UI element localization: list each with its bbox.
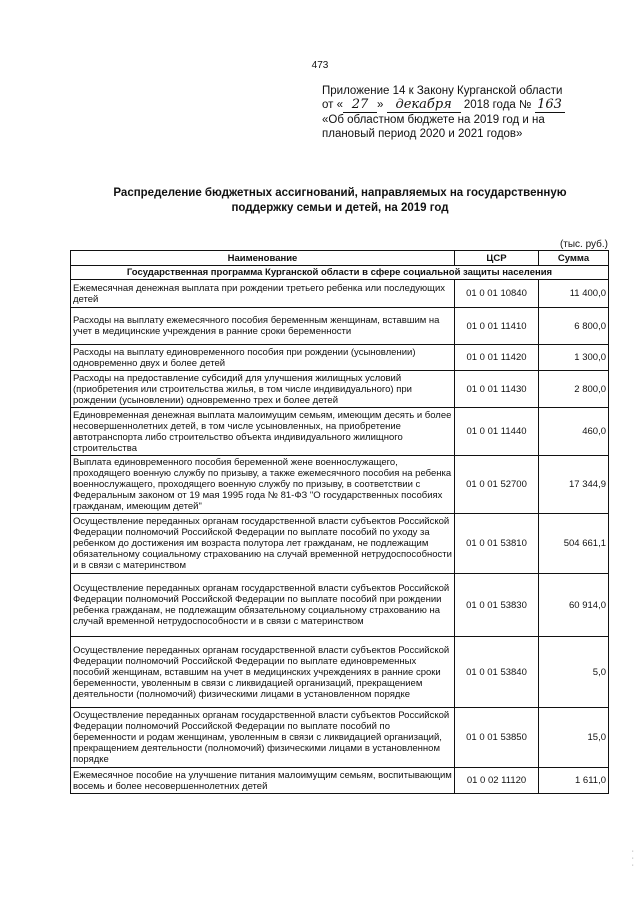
cell-code: 01 0 02 11120	[455, 768, 539, 794]
cell-name: Осуществление переданных органам государственной власти субъектов Российской Федерации полномочий Российской Федерации по выплате пособий по беременности и родам женщинам, уволенным в связи с ликвидацией организаций, прекращением деятельности (полномочий) физическими лицами в установленном порядке	[71, 708, 455, 768]
cell-sum: 1 300,0	[539, 345, 609, 371]
appendix-day: 27	[343, 98, 377, 113]
page-number: 473	[311, 60, 329, 71]
cell-name: Ежемесячная денежная выплата при рождении третьего ребенка или последующих детей	[71, 280, 455, 308]
cell-sum: 15,0	[539, 708, 609, 768]
cell-name: Единовременная денежная выплата малоимущим семьям, имеющим десять и более несовершеннолетних детей, в том числе усыновленных, на приобретение автотранспорта либо строительство объекта индивидуального жилищного строительства	[71, 408, 455, 456]
title-line-2: поддержку семьи и детей, на 2019 год	[231, 202, 449, 214]
margin-mark: · · ·	[631, 848, 634, 869]
cell-code: 01 0 01 53840	[455, 637, 539, 708]
header-sum: Сумма	[539, 251, 609, 266]
appendix-line-1: Приложение 14 к Закону Курганской области	[322, 85, 563, 97]
program-name: Государственная программа Курганской области в сфере социальной защиты населения	[71, 266, 609, 280]
table-row	[71, 308, 609, 345]
cell-code: 01 0 01 10840	[455, 280, 539, 308]
appendix-year: 2018 года №	[463, 99, 532, 111]
cell-sum: 504 661,1	[539, 514, 609, 574]
cell-sum: 17 344,9	[539, 456, 609, 514]
units-label: (тыс. руб.)	[559, 239, 608, 250]
cell-code: 01 0 01 11440	[455, 408, 539, 456]
table-row	[71, 514, 609, 574]
table-row	[71, 371, 609, 408]
table-row	[71, 574, 609, 637]
table-row	[71, 345, 609, 371]
cell-code: 01 0 01 53810	[455, 514, 539, 574]
cell-name: Расходы на выплату единовременного пособия при рождении (усыновлении) одновременно двух и более детей	[71, 345, 455, 371]
cell-code: 01 0 01 53830	[455, 574, 539, 637]
appendix-header	[322, 84, 622, 141]
appendix-month: декабря	[387, 98, 461, 113]
cell-code: 01 0 01 53850	[455, 708, 539, 768]
cell-code: 01 0 01 11410	[455, 308, 539, 345]
cell-sum: 11 400,0	[539, 280, 609, 308]
cell-sum: 2 800,0	[539, 371, 609, 408]
appendix-line-3: «Об областном бюджете на 2019 год и на	[322, 114, 545, 126]
appendix-line-2	[322, 98, 622, 113]
program-row	[71, 266, 609, 280]
appendix-line-4: плановый период 2020 и 2021 годов»	[322, 128, 523, 140]
cell-sum: 460,0	[539, 408, 609, 456]
table-row	[71, 456, 609, 514]
cell-name: Расходы на выплату ежемесячного пособия беременным женщинам, вставшим на учет в медицинские учреждения в ранние сроки беременности	[71, 308, 455, 345]
cell-sum: 5,0	[539, 637, 609, 708]
table-row	[71, 637, 609, 708]
table-row	[71, 708, 609, 768]
cell-name: Расходы на предоставление субсидий для улучшения жилищных условий (приобретения или строительства жилья, в том числе индивидуального) при рождении (усыновлении) одновременно трех и более детей	[71, 371, 455, 408]
cell-sum: 6 800,0	[539, 308, 609, 345]
cell-name: Выплата единовременного пособия беременной жене военнослужащего, проходящего военную службу по призыву, а также ежемесячного пособия на ребенка военнослужащего, проходящего военную службу по призыву, в соответствии с Федеральным законом от 19 мая 1995 года № 81-ФЗ "О государственных пособиях гражданам, имеющим детей"	[71, 456, 455, 514]
cell-name: Осуществление переданных органам государственной власти субъектов Российской Федерации полномочий Российской Федерации по выплате пособий при рождении ребенка гражданам, не подлежащим обязательному социальному страхованию на случай временной нетрудоспособности и в связи с материнством	[71, 574, 455, 637]
budget-table	[70, 250, 609, 794]
cell-sum: 1 611,0	[539, 768, 609, 794]
document-title	[70, 186, 610, 216]
title-line-1: Распределение бюджетных ассигнований, направляемых на государственную	[113, 187, 567, 199]
cell-name: Ежемесячное пособие на улучшение питания малоимущим семьям, воспитывающим восемь и более несовершеннолетних детей	[71, 768, 455, 794]
cell-name: Осуществление переданных органам государственной власти субъектов Российской Федерации полномочий Российской Федерации по выплате пособий по уходу за ребенком до достижения им возраста полутора лет гражданам, не подлежащим обязательному социальному страхованию на случай временной нетрудоспособности и в связи с материнством	[71, 514, 455, 574]
cell-code: 01 0 01 52700	[455, 456, 539, 514]
appendix-quote-close: »	[377, 99, 384, 111]
cell-name: Осуществление переданных органам государственной власти субъектов Российской Федерации полномочий Российской Федерации по выплате единовременных пособий женщинам, вставшим на учет в медицинских учреждениях в ранние сроки беременности, уволенным в связи с ликвидацией организаций, прекращением деятельности (полномочий) физическими лицами в установленном порядке	[71, 637, 455, 708]
appendix-from-prefix: от «	[322, 99, 344, 111]
table-header-row	[71, 251, 609, 266]
cell-code: 01 0 01 11420	[455, 345, 539, 371]
table-row	[71, 280, 609, 308]
header-name: Наименование	[71, 251, 455, 266]
cell-sum: 60 914,0	[539, 574, 609, 637]
header-code: ЦСР	[455, 251, 539, 266]
cell-code: 01 0 01 11430	[455, 371, 539, 408]
table-row	[71, 408, 609, 456]
table-row	[71, 768, 609, 794]
appendix-number: 163	[535, 98, 565, 113]
